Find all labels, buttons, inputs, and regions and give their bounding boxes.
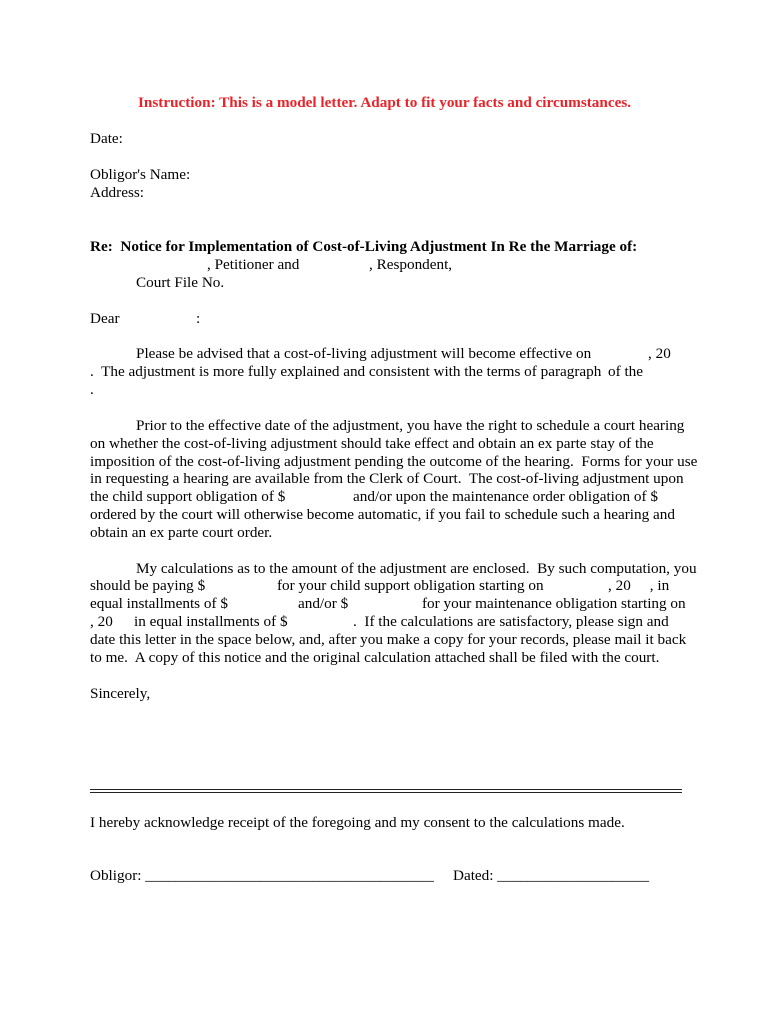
separator-line — [90, 789, 682, 790]
para1-line2: . The adjustment is more fully explained and consistent with the terms of paragraph — [90, 363, 602, 380]
re-subject: Re: Notice for Implementation of Cost-of-Living Adjustment In Re the Marriage of: — [90, 238, 638, 255]
address-label: Address: — [90, 184, 144, 201]
date-label: Date: — [90, 130, 123, 147]
para2-line2: on whether the cost-of-living adjustment should take effect and obtain an ex parte stay of the — [90, 435, 654, 452]
para3-line6: to me. A copy of this notice and the original calculation attached shall be filed with the court. — [90, 649, 660, 666]
salutation-colon: : — [196, 310, 201, 327]
closing: Sincerely, — [90, 685, 151, 702]
para1-year: , 20 — [648, 345, 671, 362]
salutation-dear: Dear — [90, 310, 120, 327]
acknowledgment-text: I hereby acknowledge receipt of the foregoing and my consent to the calculations made. — [90, 814, 625, 831]
para2-line5-a: the child support obligation of $ — [90, 488, 286, 505]
obligor-signature-line[interactable]: Obligor: ______________________________________ — [90, 867, 434, 884]
para3-line3-a: equal installments of $ — [90, 595, 228, 612]
para3-line4-b: in equal installments of $ — [134, 613, 288, 630]
para3-line2-b: for your child support obligation starting on — [277, 577, 544, 594]
court-file-label: Court File No. — [136, 274, 225, 291]
obligor-name-label: Obligor's Name: — [90, 166, 191, 183]
para3-line4-c: . If the calculations are satisfactory, please sign and — [353, 613, 669, 630]
para3-line3-c: for your maintenance obligation starting on — [422, 595, 686, 612]
para2-line3: imposition of the cost-of-living adjustment pending the outcome of the hearing. Forms for your use — [90, 453, 698, 470]
para3-line2-a: should be paying $ — [90, 577, 206, 594]
para2-line7: obtain an ex parte court order. — [90, 524, 273, 541]
para1-line1: Please be advised that a cost-of-living adjustment will become effective on — [136, 345, 592, 362]
petitioner-text: , Petitioner and — [207, 256, 300, 273]
separator-line-secondary — [90, 792, 682, 793]
para3-line4-a: , 20 — [90, 613, 113, 630]
para1-line3: . — [90, 381, 94, 398]
para2-line4: in requesting a hearing are available from the Clerk of Court. The cost-of-living adjustment upon — [90, 470, 684, 487]
para3-line3-b: and/or $ — [298, 595, 349, 612]
dated-signature-line[interactable]: Dated: ____________________ — [453, 867, 650, 884]
para2-line1: Prior to the effective date of the adjustment, you have the right to schedule a court hearing — [136, 417, 685, 434]
para2-line6: ordered by the court will otherwise become automatic, if you fail to schedule such a hearing and — [90, 506, 675, 523]
instruction-note: Instruction: This is a model letter. Adapt to fit your facts and circumstances. — [138, 94, 632, 111]
para1-of-the: of the — [608, 363, 644, 380]
respondent-text: , Respondent, — [369, 256, 453, 273]
para3-line5: date this letter in the space below, and, after you make a copy for your records, please mail it back — [90, 631, 687, 648]
para3-line2-c: , 20 , in — [608, 577, 670, 594]
para2-line5-b: and/or upon the maintenance order obligation of $ — [353, 488, 658, 505]
para3-line1: My calculations as to the amount of the adjustment are enclosed. By such computation, you — [136, 560, 697, 577]
